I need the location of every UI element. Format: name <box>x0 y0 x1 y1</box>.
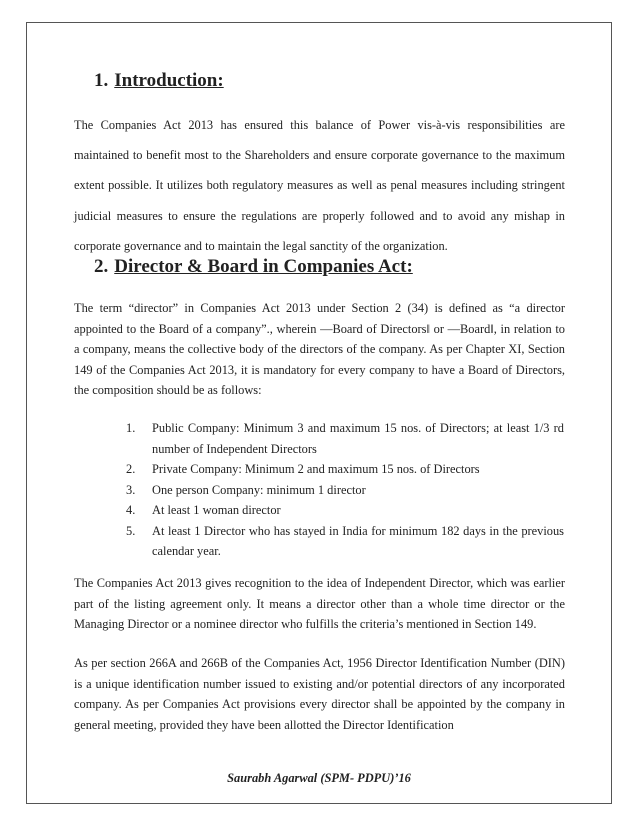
paragraph-independent-director: The Companies Act 2013 gives recognition to the idea of Independent Director, which was earlier part of the listing agreement only. It means a director other than a whole time director or the Managing Director or a nominee director who fulfills the criteria’s mentioned in Section 149. <box>74 576 565 631</box>
list-item: 5. At least 1 Director who has stayed in India for minimum 182 days in the previous calendar year. <box>126 523 564 558</box>
list-item: 1. Public Company: Minimum 3 and maximum 15 nos. of Directors; at least 1/3 rd number of Independent Directors <box>126 421 564 456</box>
section-heading-director-board <box>94 256 413 278</box>
section-heading-introduction <box>94 70 224 92</box>
list-item: 3. One person Company: minimum 1 director <box>126 482 366 497</box>
section-title: Director & Board in Companies Act: <box>114 256 413 277</box>
list-item: 2. Private Company: Minimum 2 and maximum 15 nos. of Directors <box>126 462 480 476</box>
list-item: 4. At least 1 woman director <box>126 503 281 517</box>
section-number: 1. <box>94 70 109 91</box>
composition-list <box>126 418 564 562</box>
paragraph-din: As per section 266A and 266B of the Companies Act, 1956 Director Identification Number (DIN) is a unique identification number issued to existing and/or potential directors of any incorporated company. As per Companies Act provisions every director shall be appointed by the company in general meeting, provided they have been allotted the Director Identification <box>74 656 565 732</box>
section-number: 2. <box>94 256 109 277</box>
page-footer: Saurabh Agarwal (SPM- PDPU)’16 <box>227 771 411 785</box>
paragraph-director-definition: The term “director” in Companies Act 2013 under Section 2 (34) is defined as “a director appointed to the Board of a company”., wherein ―Board of Directors‖ or ―Board‖, in relation to a company, means the collective body of the directors of the company. As per Chapter XI, Section 149 of the Companies Act 2013, it is mandatory for every company to have a Board of Directors, the composition should be as follows: <box>74 301 565 397</box>
section-title: Introduction: <box>114 70 224 91</box>
paragraph-introduction: The Companies Act 2013 has ensured this balance of Power vis-à-vis responsibilities are maintained to benefit most to the Shareholders and ensure corporate governance to the maximum extent possible. It utilizes both regulatory measures as well as penal measures including stringent judicial measures to ensure the regulations are properly followed and to avoid any mishap in corporate governance and to maintain the legal sanctity of the organization. <box>74 118 565 253</box>
